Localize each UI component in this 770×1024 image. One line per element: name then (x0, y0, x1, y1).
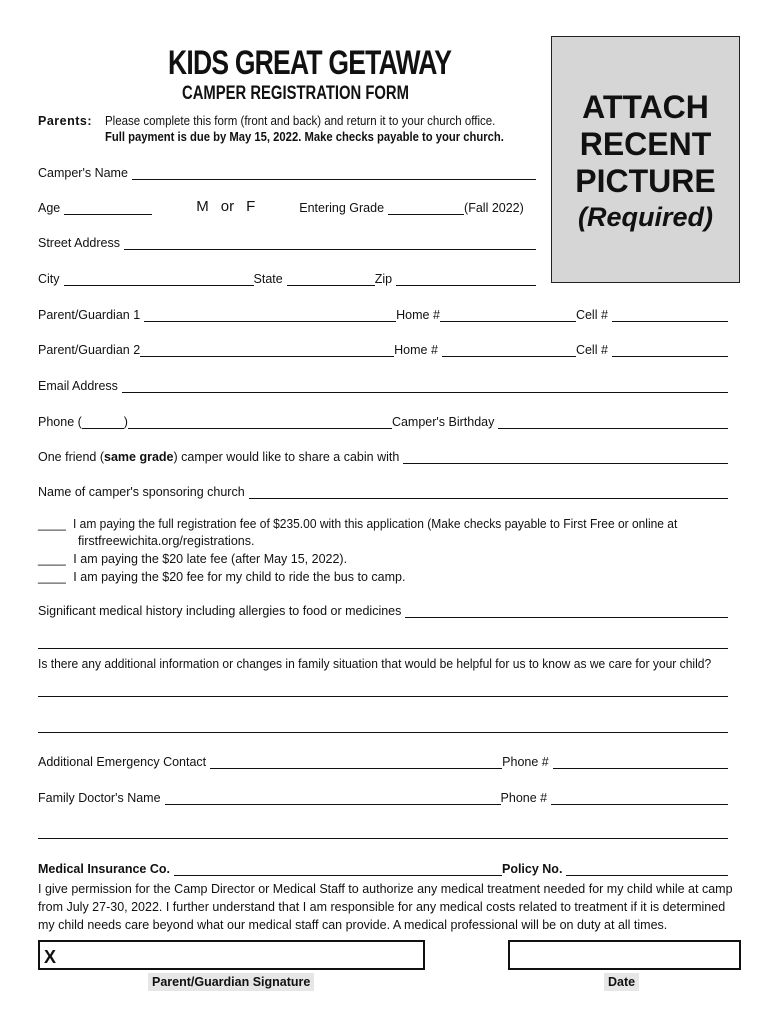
policy-label: Policy No. (501, 862, 563, 876)
phone-open-label: Phone ( (38, 415, 82, 429)
friend-field[interactable] (403, 450, 728, 464)
payment-option-bus-blank[interactable]: ____ (38, 570, 66, 584)
medical-history-row (38, 602, 728, 618)
payment-option-bus-text: I am paying the $20 fee for my child to ride the bus to camp. (73, 570, 406, 584)
guardian-1-label: Parent/Guardian 1 (38, 308, 141, 322)
phone-birthday-row (38, 413, 728, 429)
emergency-phone-label: Phone # (502, 755, 549, 769)
emergency-phone-field[interactable] (553, 755, 728, 769)
form-subtitle: CAMPER REGISTRATION FORM (182, 83, 409, 104)
payment-option-full (38, 516, 703, 533)
phone-close-label: ) (123, 415, 128, 429)
payment-option-full-url: firstfreewichita.org/registrations. (78, 534, 255, 548)
photo-box-line-picture: PICTURE (575, 163, 716, 199)
campers-name-field[interactable] (132, 166, 536, 180)
doctor-label: Family Doctor's Name (38, 791, 161, 805)
gender-f-option[interactable]: F (246, 198, 256, 215)
city-field[interactable] (64, 272, 254, 286)
payment-option-late (38, 551, 347, 568)
doctor-phone-label: Phone # (500, 791, 548, 805)
friend-row (38, 448, 728, 464)
additional-info-label: Is there any additional information or changes in family situation that would be helpful for us to know as we care for your child? (38, 657, 712, 671)
payment-option-late-text: I am paying the $20 late fee (after May 15, 2022). (73, 552, 348, 566)
payment-option-full-text: I am paying the full registration fee of $235.00 with this application (Make checks payable to First Free or online at (73, 517, 678, 531)
guardian-2-home-label: Home # (394, 343, 438, 357)
signature-box[interactable] (38, 940, 425, 970)
photo-box-required: (Required) (578, 202, 713, 232)
guardian-1-cell-label: Cell # (575, 308, 608, 322)
gender-or-label: or (220, 198, 235, 215)
area-code-field[interactable] (82, 415, 124, 429)
doctor-field[interactable] (165, 791, 501, 805)
photo-attach-box[interactable] (551, 36, 740, 283)
insurance-row (38, 860, 728, 876)
medical-history-extra-line[interactable] (38, 648, 728, 649)
payment-option-bus (38, 569, 405, 586)
doctor-phone-field[interactable] (551, 791, 728, 805)
photo-box-line-attach: ATTACH (582, 89, 709, 125)
emergency-contact-label: Additional Emergency Contact (38, 755, 207, 769)
street-address-label: Street Address (38, 236, 120, 250)
phone-field[interactable] (128, 415, 392, 429)
guardian-1-cell-field[interactable] (612, 308, 728, 322)
friend-label-pre: One friend ( (38, 450, 105, 464)
insurance-label: Medical Insurance Co. (38, 862, 170, 876)
signature-caption: Parent/Guardian Signature (148, 973, 314, 991)
guardian-1-home-label: Home # (396, 308, 440, 322)
church-field[interactable] (249, 485, 728, 499)
medical-history-field[interactable] (405, 604, 728, 618)
photo-box-line-recent: RECENT (579, 126, 712, 162)
additional-info-line-2[interactable] (38, 732, 728, 733)
parents-label: Parents: (38, 114, 93, 128)
church-label: Name of camper's sponsoring church (38, 485, 245, 499)
fall-2022-label: (Fall 2022) (464, 201, 524, 215)
doctor-extra-line[interactable] (38, 838, 728, 839)
friend-label-post: ) camper would like to share a cabin with (173, 450, 400, 464)
date-box[interactable] (508, 940, 741, 970)
medical-history-label: Significant medical history including allergies to food or medicines (38, 604, 402, 618)
insurance-field[interactable] (174, 862, 502, 876)
guardian-1-field[interactable] (144, 308, 396, 322)
doctor-row (38, 789, 728, 805)
campers-name-label: Camper's Name (38, 166, 128, 180)
city-state-zip-row (38, 270, 536, 286)
zip-field[interactable] (396, 272, 536, 286)
additional-info-row (38, 655, 738, 671)
parents-instructions (38, 113, 548, 145)
friend-label-bold: same grade (104, 450, 174, 464)
birthday-label: Camper's Birthday (391, 415, 495, 429)
guardian-1-home-field[interactable] (440, 308, 576, 322)
email-label: Email Address (38, 379, 118, 393)
state-label: State (253, 272, 283, 286)
date-caption: Date (604, 973, 639, 991)
form-title: KIDS GREAT GETAWAY (168, 44, 452, 82)
guardian-2-cell-label: Cell # (575, 343, 608, 357)
street-address-field[interactable] (124, 236, 536, 250)
state-field[interactable] (287, 272, 375, 286)
payment-option-full-blank[interactable]: ____ (38, 517, 66, 531)
guardian-2-field[interactable] (140, 343, 394, 357)
emergency-contact-field[interactable] (210, 755, 502, 769)
campers-name-row (38, 164, 536, 180)
guardian-1-row (38, 306, 728, 322)
instructions-line-1: Please complete this form (front and back) and return it to your church office. (105, 114, 496, 128)
guardian-2-cell-field[interactable] (612, 343, 728, 357)
guardian-2-label: Parent/Guardian 2 (38, 343, 141, 357)
age-gender-grade-row (38, 199, 536, 215)
gender-m-option[interactable]: M (196, 198, 209, 215)
city-label: City (38, 272, 60, 286)
instructions-line-2: Full payment is due by May 15, 2022. Make checks payable to your church. (105, 130, 504, 144)
policy-field[interactable] (566, 862, 728, 876)
entering-grade-field[interactable] (388, 201, 464, 215)
birthday-field[interactable] (498, 415, 728, 429)
age-label: Age (38, 201, 61, 215)
zip-label: Zip (374, 272, 393, 286)
payment-option-late-blank[interactable]: ____ (38, 552, 66, 566)
street-address-row (38, 234, 536, 250)
email-field[interactable] (122, 379, 728, 393)
emergency-contact-row (38, 753, 728, 769)
guardian-2-home-field[interactable] (442, 343, 576, 357)
age-field[interactable] (64, 201, 152, 215)
guardian-2-row (38, 341, 728, 357)
signature-x-mark: X (44, 947, 57, 967)
additional-info-line-1[interactable] (38, 696, 728, 697)
entering-grade-label: Entering Grade (299, 201, 385, 215)
church-row (38, 483, 728, 499)
email-row (38, 377, 728, 393)
medical-permission-text: I give permission for the Camp Director or Medical Staff to authorize any medical treatment needed for my child while at camp from July 27-30, 2022. I further understand that I am responsible for any medical costs related to treatment if it is determined my child needs care beyond what our medical staff can provide. A medical professional will be on duty at all times. (38, 882, 733, 932)
